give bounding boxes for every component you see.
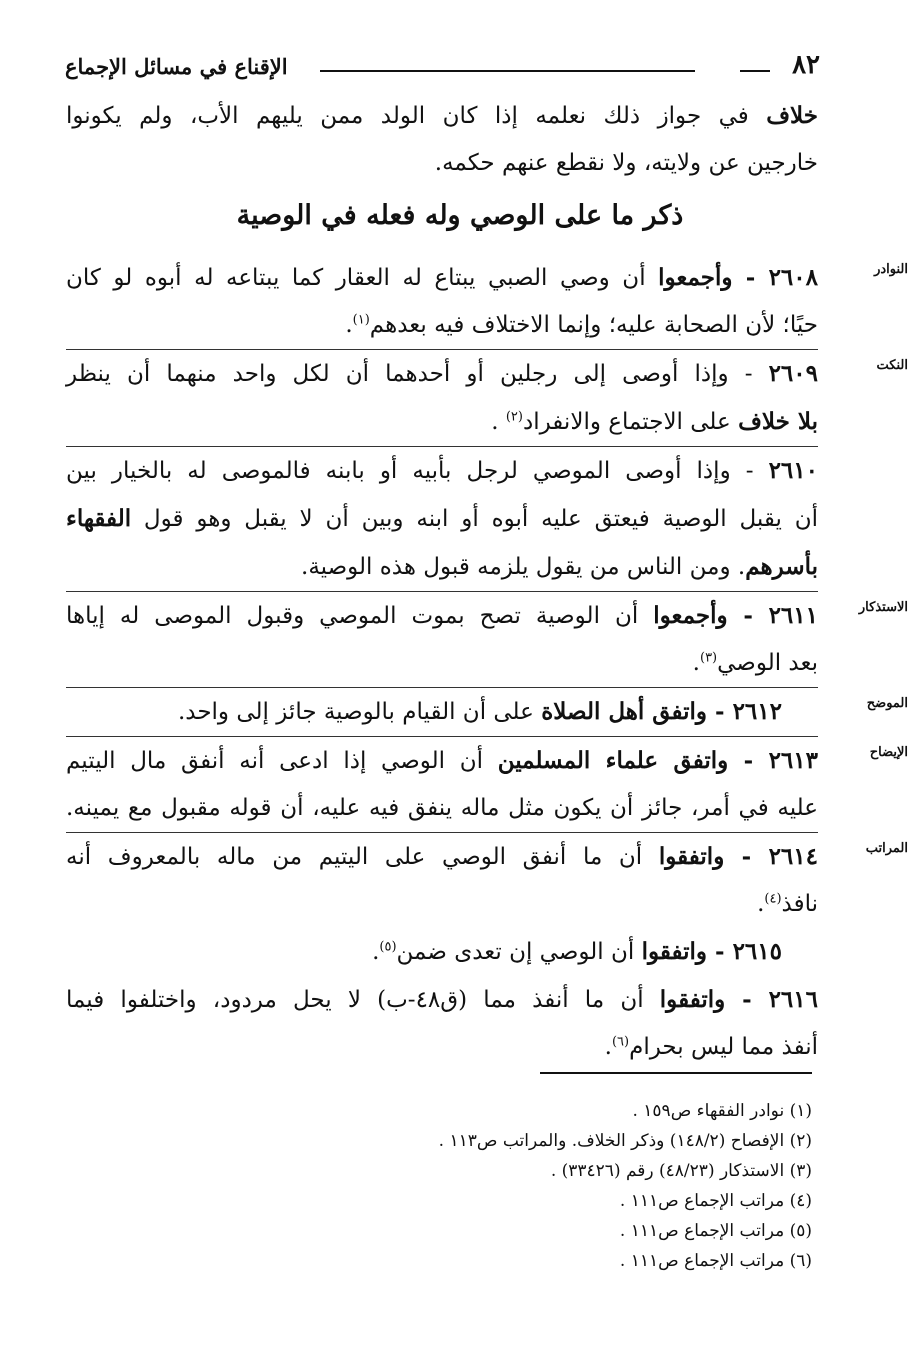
entry-2614: المراتب ٢٦١٤ - واتفقوا أن ما أنفق الوصي على اليتيم من ماله بالمعروف أنه نافذ$^{(٤)}$. xyxy=(66,832,818,928)
page-number: ٨٢ xyxy=(792,50,820,80)
entry-2610: ٢٦١٠ - وإذا أوصى الموصي لرجل بأبيه أو بابنه فالموصى له بالخيار بين أن يقبل الوصية فيعتق عليه أبوه أو ابنه وبين أن لا يقبل وهو قول الفقهاء بأسرهم. ومن الناس من يقول يلزمه قبول هذه الوصية. xyxy=(66,446,818,591)
source-label: النوادر xyxy=(874,262,908,277)
entry-2613: الإيضاح ٢٦١٣ - واتفق علماء المسلمين أن الوصي إذا ادعى أنه أنفق مال اليتيم عليه في أمر، جائز أن يكون مثل ماله ينفق فيه عليه، أن قوله مقبول مع يمينه. xyxy=(66,736,818,832)
footnote-4: (٤) مراتب الإجماع ص١١١ . xyxy=(619,1191,812,1211)
entries xyxy=(66,254,908,1071)
footnote-ref: (٥) xyxy=(379,939,397,955)
running-title: الإقناع في مسائل الإجماع xyxy=(65,54,288,79)
source-label: الموضح xyxy=(866,696,908,711)
intro-line-1: خلاف في جواز ذلك نعلمه إذا كان الولد ممن يليهم الأب، ولم يكونوا xyxy=(66,102,818,129)
entry-2612: الموضح ٢٦١٢ - واتفق أهل الصلاة على أن القيام بالوصية جائز إلى واحد. xyxy=(66,687,818,736)
entry-2611: الاستذكار ٢٦١١ - وأجمعوا أن الوصية تصح بموت الموصي وقبول الموصى له إياها بعد الوصي$^{(٣)}$. xyxy=(66,591,818,687)
footnote-2: (٢) الإفصاح (١٤٨/٢) وذكر الخلاف. والمراتب ص١١٣ . xyxy=(438,1131,812,1151)
intro-line-2: خارجين عن ولايته، ولا نقطع عنهم حكمه. xyxy=(434,150,818,176)
footnote-3: (٣) الاستذكار (٤٨/٢٣) رقم (٣٣٤٢٦) . xyxy=(550,1161,812,1181)
entry-2615: ٢٦١٥ - واتفقوا أن الوصي إن تعدى ضمن$^{(٥)}$. xyxy=(372,938,782,965)
footnote-ref: (٦) xyxy=(611,1034,630,1050)
main-text xyxy=(66,92,818,187)
footnote-ref: (٣) xyxy=(699,650,718,666)
header-dash xyxy=(740,70,770,72)
entry-2609: النكت ٢٦٠٩ - وإذا أوصى إلى رجلين أو أحدهما أن لكل واحد منهما أن ينظر بلا خلاف على الاجتماع والانفراد$^{(٢)}$ . xyxy=(66,349,818,446)
source-label: الاستذكار xyxy=(858,600,908,615)
footnote-ref: (١) xyxy=(352,312,370,328)
entry-2608: النوادر ٢٦٠٨ - وأجمعوا أن وصي الصبي يبتاع له العقار كما يبتاعه له أبوه لو كان حيًا؛ لأن الصحابة عليه؛ وإنما الاختلاف فيه بعدهم$^{(١)}$. xyxy=(66,262,908,338)
section-title: ذكر ما على الوصي وله فعله في الوصية xyxy=(236,200,684,231)
footnote-6: (٦) مراتب الإجماع ص١١١ . xyxy=(619,1251,812,1271)
entry-2616: ٢٦١٦ - واتفقوا أن ما أنفذ مما (ق٤٨-ب) لا يحل مردود، واختلفوا فيما أنفذ مما ليس بحرام$^{(٦)}$. xyxy=(66,986,818,1060)
footnote-1: (١) نوادر الفقهاء ص١٥٩ . xyxy=(632,1101,812,1121)
footnote-5: (٥) مراتب الإجماع ص١١١ . xyxy=(619,1221,812,1241)
footnote-ref: (٤) xyxy=(764,891,782,907)
footnote-separator xyxy=(540,1072,812,1074)
header-rule xyxy=(320,70,695,72)
source-label: الإيضاح xyxy=(869,745,908,760)
page-header xyxy=(60,50,830,90)
footnotes xyxy=(112,1096,812,1276)
source-label: النكت xyxy=(876,358,908,373)
source-label: المراتب xyxy=(865,841,908,856)
footnote-ref: (٢) xyxy=(505,409,523,425)
